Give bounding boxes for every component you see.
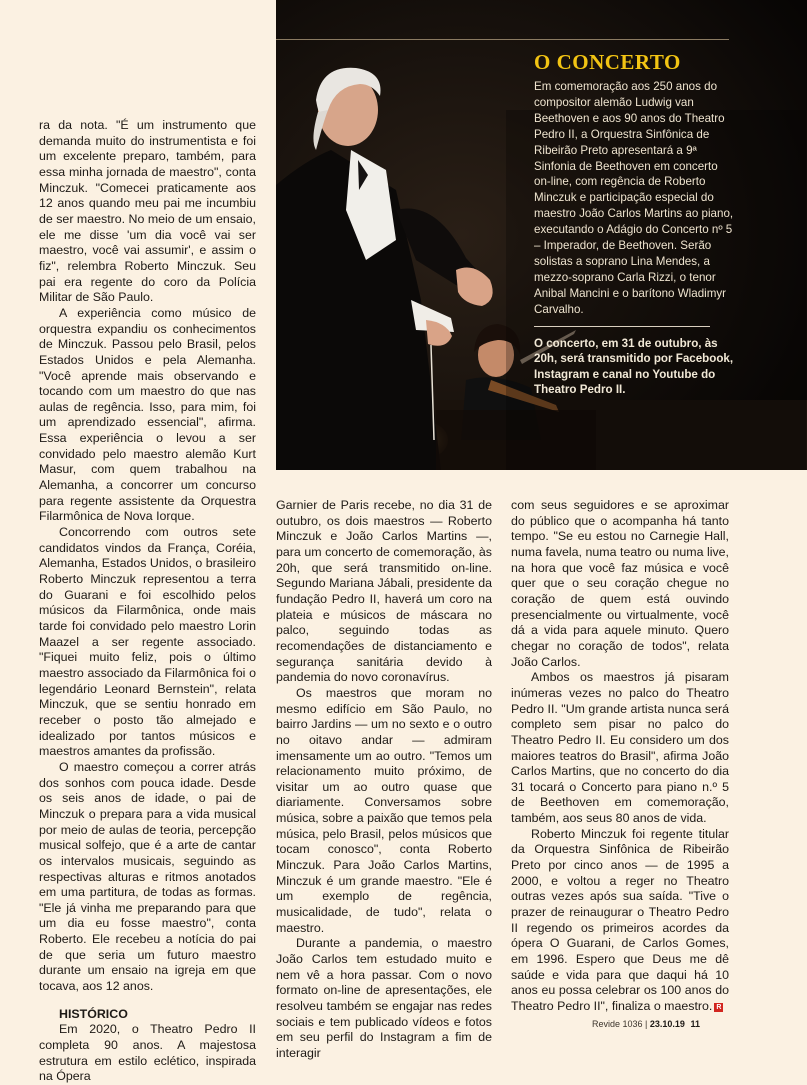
article-column-2 xyxy=(276,498,492,1062)
page-number: 11 xyxy=(690,1019,700,1029)
sidebar-body: Em comemoração aos 250 anos do compositor alemão Ludwig van Beethoven e aos 90 anos do Theatro Pedro II, a Orquestra Sinfônica de Ribeirão Preto apresentará a 9ª Sinfonia de Beethoven em concerto on-line, com regência de Roberto Minczuk e participação especial do maestro João Carlos Martins ao piano, executando o Adágio do Concerto nº 5 – Imperador, de Beethoven. Serão solistas a soprano Lina Mendes, a mezzo-soprano Carla Rizzi, o tenor Anibal Mancini e o barítono Wladimyr Carvalho. xyxy=(534,80,734,316)
sidebar-title: O CONCERTO xyxy=(534,50,681,74)
end-mark-icon: R xyxy=(716,1004,722,1011)
paragraph: com seus seguidores e se aproximar do público que o acompanha há tanto tempo. "Se eu estou no Carnegie Hall, numa favela, numa teatro ou numa live, na hora que você faz música e você quer que o seu coração chegue no coração de quem está ouvindo presencialmente ou virtualmente, você dá a vida para aquele minuto. Quero chegar no coração de todos", relata João Carlos. xyxy=(511,498,729,669)
paragraph: Em 2020, o Theatro Pedro II completa 90 anos. A majestosa estrutura em estilo eclético, inspirada na Ópera xyxy=(39,1022,256,1084)
page-footer xyxy=(592,1019,700,1029)
footer-date: 23.10.19 xyxy=(649,1019,685,1029)
paragraph: Concorrendo com outros sete candidatos vindos da França, Coréia, Alemanha, Estados Unidos, o brasileiro Roberto Minczuk representou a terra do Guarani e foi escolhido pelos músicos da Filarmônica, onde mais tarde foi convidado pelo maestro Lorin Maazel a ser regente associado. "Fiquei muito feliz, pois o último maestro associado da Filarmônica foi o legendário Leonard Bernstein", relata Minczuk, que se sentiu honrado em receber o posto tão almejado e idealizado por tantos músicos e maestros amantes da profissão. xyxy=(39,525,256,759)
sidebar-divider xyxy=(534,326,710,327)
article-column-3 xyxy=(511,498,729,1015)
paragraph: Os maestros que moram no mesmo edifício em São Paulo, no bairro Jardins — um no sexto e o outro no oitavo andar — admiram imensamente um ao outro. "Temos um relacionamento muito próximo, de visitar um ao outro quase que diariamente. Conversamos sobre música, sobre a paixão que temos pela música, pelo Brasil, pelos músicos que tocam conosco", conta Roberto Minczuk. Para João Carlos Martins, Minczuk é um grande maestro. "Ele é um exemplo de regência, musicalidade, de tudo", relata o maestro. xyxy=(276,685,492,935)
paragraph: O maestro começou a correr atrás dos sonhos com pouca idade. Desde os seis anos de idade, o pai de Minczuk o prepara para a vida musical por meio de aulas de teoria, percepção musical solfejo, que é a arte de cantar os intervalos musicais, seguindo as respectivas alturas e ritmos anotados em uma partitura, de todas as formas. "Ele já vinha me preparando para que um dia eu fosse maestro", conta Roberto. Ele recebeu a notícia do pai de que seria um futuro maestro durante um ensaio na igreja em que tocava, aos 12 anos. xyxy=(39,759,256,994)
paragraph-text: Roberto Minczuk foi regente titular da Orquestra Sinfônica de Ribeirão Preto por cinco anos — de 1995 a 2000, e voltou a reger no Theatro outras vezes após sua saída. "Tive o prazer de reinaugurar o Theatro Pedro II regendo os primeiros acordes da ópera O Guarani, de Carlos Gomes, em 1996. Espero que Deus me dê saúde e vida para que daqui há 10 anos eu possa celebrar os 100 anos do Theatro Pedro II", finaliza o maestro. xyxy=(511,826,729,1013)
top-rule xyxy=(276,39,729,40)
paragraph: Durante a pandemia, o maestro João Carlos tem estudado muito e nem vê a hora passar. Com o novo formato on-line de apresentações, ele resolveu também se engajar nas redes sociais e tem publicado vídeos e fotos em seu perfil do Instagram a fim de interagir xyxy=(276,936,492,1060)
paragraph: Ambos os maestros já pisaram inúmeras vezes no palco do Theatro Pedro II. "Um grande artista nunca será completo sem pisar no palco do Theatro Pedro II. Eu considero um dos maiores teatros do Brasil", afirma João Carlos Martins, que no concerto do dia 31 tocará o Concerto para piano n.º 5 de Beethoven em comemoração, também, aos seus 80 anos de vida. xyxy=(511,670,729,826)
footer-magazine: Revide 1036 | xyxy=(592,1019,648,1029)
paragraph: ra da nota. "É um instrumento que demanda muito do instrumentista e foi um excelente preparo, também, para essa minha jornada de maestro", conta Minczuk. "Comecei praticamente aos 12 anos quando meu pai me incumbiu de ser maestro. No meio de um ensaio, ele me disse 'um dia você vai ser maestro, você vai assumir', e assim o fiz", relembra Roberto Minczuk. Seu pai era regente do coro da Polícia Militar de São Paulo. xyxy=(39,118,256,305)
paragraph: A experiência como músico de orquestra expandiu os conhecimentos de Minczuk. Passou pelo Brasil, pelos Estados Unidos e pela Alemanha. "Você aprende mais observando e tocando com um maestro do que nas aulas de regência. Isso, para mim, foi um aprendizado essencial", afirma. Essa experiência o levou a ser convidado pelo maestro alemão Kurt Masur, com quem trabalhou na Alemanha, a concorrer um concurso para regente assistente da Orquestra Filarmônica de Nova Iorque. xyxy=(39,305,256,524)
sidebar-highlight: O concerto, em 31 de outubro, às 20h, será transmitido por Facebook, Instagram e canal no Youtube do Theatro Pedro II. xyxy=(534,336,734,397)
section-heading: HISTÓRICO xyxy=(59,1006,128,1021)
concert-sidebar xyxy=(534,50,734,398)
article-column-1 xyxy=(39,118,256,1085)
paragraph xyxy=(511,827,729,1015)
paragraph: Garnier de Paris recebe, no dia 31 de outubro, os dois maestros — Roberto Minczuk e João Carlos Martins —, para um concerto de comemoração, às 20h, que será transmitido on-line. Segundo Mariana Jábali, presidente da fundação Pedro II, haverá um coro na plateia e músicos de máscara no palco, seguindo todas as recomendações de distanciamento e segurança sanitária devido à pandemia do novo coronavírus. xyxy=(276,498,492,685)
